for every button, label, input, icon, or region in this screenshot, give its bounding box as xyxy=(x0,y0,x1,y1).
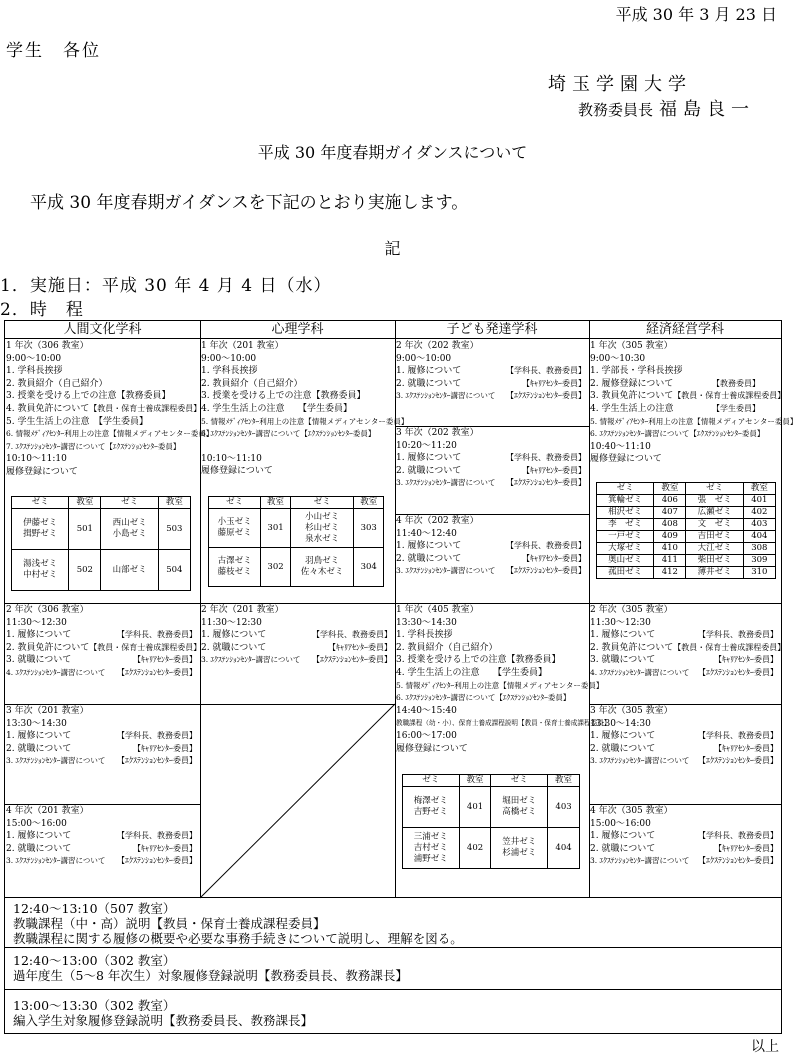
column-header-child: 子ども発達学科 xyxy=(395,321,589,339)
cell-line: 6. ｴｸｽﾃﾝｼｮﾝｾﾝﾀｰ講習について【ｴｸｽﾃﾝｼｮﾝｾﾝﾀｰ委員】 xyxy=(201,429,376,439)
zemi-room: 303 xyxy=(354,509,384,548)
zemi-name: 小山ゼミ 杉山ゼミ 泉水ゼミ xyxy=(290,509,354,548)
cell-line: 15:00～16:00 xyxy=(590,818,651,829)
row-label: 4. 教員免許について xyxy=(6,403,90,414)
row-label: 2. 就職について xyxy=(590,843,656,854)
humanities-y1-line: 10:10～11:10 xyxy=(6,454,67,465)
row-label: 1. 履修について xyxy=(590,831,656,842)
row-committee: 【学科長、教務委員】 xyxy=(117,731,197,741)
zemi-room: 309 xyxy=(743,555,775,567)
row-label: 3. 就職について xyxy=(6,655,72,666)
zemi-name: 三浦ゼミ 吉村ゼミ 浦野ゼミ xyxy=(403,828,460,869)
row-label: 3. ｴｸｽﾃﾝｼｮﾝｾﾝﾀｰ講習について xyxy=(6,756,106,766)
cell-row xyxy=(590,654,780,667)
row-label: 1. 履修について xyxy=(201,630,267,641)
cell-line: 履修登録について xyxy=(201,466,273,477)
child-year4 xyxy=(396,515,588,578)
row-committee: 【ｴｸｽﾃﾝｼｮﾝｾﾝﾀｰ委員】 xyxy=(506,478,586,488)
zemi-name: 一戸ゼミ xyxy=(597,531,654,543)
cell-line: 2 年次（306 教室） xyxy=(6,605,89,615)
cell-row xyxy=(396,390,588,403)
zemi-name: 古澤ゼミ 藤枝ゼミ xyxy=(209,548,261,587)
cell-line: 11:40～12:40 xyxy=(396,528,457,539)
zemi-room: 404 xyxy=(743,531,775,543)
zemi-room: 401 xyxy=(459,787,491,828)
zemi-room: 504 xyxy=(158,550,190,591)
zemi-header-cell: ゼミ xyxy=(686,483,743,495)
row-label: 2. 就職について xyxy=(396,465,462,476)
zemi-room: 403 xyxy=(548,787,580,828)
cell-row xyxy=(590,378,780,391)
row-committee: 【ｷｬﾘｱｾﾝﾀｰ委員】 xyxy=(522,553,586,563)
cell-row xyxy=(590,730,780,743)
humanities-y1-line: 5. 学生生活上の注意 【学生委員】 xyxy=(6,416,148,427)
row-committee: 【ｴｸｽﾃﾝｼｮﾝｾﾝﾀｰ委員】 xyxy=(117,856,197,866)
zemi-room: 310 xyxy=(743,567,775,579)
row-committee: 【ｷｬﾘｱｾﾝﾀｰ委員】 xyxy=(328,642,392,652)
zemi-row xyxy=(597,543,776,555)
zemi-room: 412 xyxy=(654,567,686,579)
row-label: 2. 就職について xyxy=(396,378,462,389)
row-label: 3. ｴｸｽﾃﾝｼｮﾝｾﾝﾀｰ講習について xyxy=(590,756,690,766)
row-committee: 【ｷｬﾘｱｾﾝﾀｰ委員】 xyxy=(133,843,197,853)
row-label: 1. 履修について xyxy=(590,630,656,641)
row-label: 3. 就職について xyxy=(590,655,656,666)
zemi-row xyxy=(12,509,191,550)
humanities-y1-line: 1 年次（306 教室） xyxy=(6,341,89,351)
zemi-header-row xyxy=(209,497,384,509)
schedule-grid xyxy=(4,320,797,898)
cell-line: 10:10～11:10 xyxy=(201,453,262,464)
zemi-room: 410 xyxy=(654,543,686,555)
cell-row xyxy=(590,629,780,642)
zemi-room: 402 xyxy=(459,828,491,869)
zemi-name: 西山ゼミ 小島ゼミ xyxy=(101,509,158,550)
row-label: 2. 就職について xyxy=(6,843,72,854)
cell-line: 6. ｴｸｽﾃﾝｼｮﾝｾﾝﾀｰ講習について【ｴｸｽﾃﾝｼｮﾝｾﾝﾀｰ委員】 xyxy=(590,429,765,439)
row-label: 2. 就職について xyxy=(6,743,72,754)
row-label: 4. ｴｸｽﾃﾝｼｮﾝｾﾝﾀｰ講習について xyxy=(6,667,106,677)
zemi-row xyxy=(209,509,384,548)
economics-year3 xyxy=(590,705,780,768)
cell-row xyxy=(6,730,199,743)
column-header-humanities: 人間文化学科 xyxy=(5,321,200,339)
row-committee: 【ｷｬﾘｱｾﾝﾀｰ委員】 xyxy=(714,743,778,753)
row-committee: 【教員・保育士養成課程委員】 xyxy=(673,391,786,401)
child-year1 xyxy=(396,604,611,755)
row-committee: 【ｴｸｽﾃﾝｼｮﾝｾﾝﾀｰ委員】 xyxy=(506,566,586,576)
zemi-room: 408 xyxy=(654,519,686,531)
common-session-1 xyxy=(4,898,782,948)
zemi-header-cell: 教室 xyxy=(69,497,101,509)
cell-row xyxy=(590,755,780,768)
child-year3 xyxy=(396,427,588,490)
row-label: 3. ｴｸｽﾃﾝｼｮﾝｾﾝﾀｰ講習について xyxy=(396,566,496,576)
cell-line: 2 年次（202 教室） xyxy=(396,341,479,351)
cell-line: 4 年次（305 教室） xyxy=(590,806,673,816)
cell-line: 1 年次（405 教室） xyxy=(396,605,479,615)
session-title: 過年度生（5～8 年次生）対象履修登録説明【教務委員長、教務課長】 xyxy=(13,968,408,983)
row-label: 1. 履修について xyxy=(590,731,656,742)
cell-line: 3 年次（202 教室） xyxy=(396,428,479,438)
row-label: 3. ｴｸｽﾃﾝｼｮﾝｾﾝﾀｰ講習について xyxy=(6,856,106,866)
zemi-room: 302 xyxy=(261,548,291,587)
session-title: 編入学生対象履修登録説明【教務委員長、教務課長】 xyxy=(13,1013,314,1028)
zemi-room: 402 xyxy=(743,507,775,519)
cell-line: 11:30～12:30 xyxy=(590,617,651,628)
cell-line: 11:30～12:30 xyxy=(6,617,67,628)
session-time: 13:00～13:30（302 教室） xyxy=(13,998,176,1013)
cell-line: 履修登録について xyxy=(396,743,468,754)
cell-line: 13:30～14:30 xyxy=(396,617,457,628)
lead-text: 平成 30 年度春期ガイダンスを下記のとおり実施します。 xyxy=(30,193,469,213)
row-committee: 【ｴｸｽﾃﾝｼｮﾝｾﾝﾀｰ委員】 xyxy=(506,391,586,401)
cell-row xyxy=(396,540,588,553)
cell-row xyxy=(396,565,588,578)
cell-line: 11:30～12:30 xyxy=(201,617,262,628)
row-label: 3. ｴｸｽﾃﾝｼｮﾝｾﾝﾀｰ講習について xyxy=(396,391,496,401)
row-committee: 【学科長、教務委員】 xyxy=(506,453,586,463)
row-label: 1. 履修について xyxy=(396,453,462,464)
row-label: 1. 履修について xyxy=(6,731,72,742)
zemi-name: 小玉ゼミ 藤原ゼミ xyxy=(209,509,261,548)
session-time: 12:40～13:00（302 教室） xyxy=(13,953,176,968)
psychology-zemi-table xyxy=(208,496,384,587)
document-title: 平成 30 年度春期ガイダンスについて xyxy=(257,143,528,162)
zemi-header-cell: ゼミ xyxy=(12,497,69,509)
humanities-year4 xyxy=(6,805,199,868)
zemi-row xyxy=(597,531,776,543)
zemi-row xyxy=(403,828,580,869)
cell-line: 5. 情報ﾒﾃﾞｨｱｾﾝﾀｰ利用上の注意【情報メディアセンター委員】 xyxy=(201,416,409,426)
cell-row xyxy=(396,378,588,391)
cell-row xyxy=(6,843,199,856)
cell-line: 13:30～14:30 xyxy=(6,718,67,729)
humanities-y1-line: 7. ｴｸｽﾃﾝｼｮﾝｾﾝﾀｰ講習について【ｴｸｽﾃﾝｼｮﾝｾﾝﾀｰ委員】 xyxy=(6,441,181,451)
zemi-header-cell: 教室 xyxy=(354,497,384,509)
zemi-name: 箕輪ゼミ xyxy=(597,495,654,507)
row-label: 1. 履修について xyxy=(396,366,462,377)
row-label: 3. ｴｸｽﾃﾝｼｮﾝｾﾝﾀｰ講習について xyxy=(201,655,301,665)
cell-line: 10:20～11:20 xyxy=(396,440,457,451)
row-committee: 【学科長、教務委員】 xyxy=(698,731,778,741)
zemi-name: 吉田ゼミ xyxy=(686,531,743,543)
cell-line: 2 年次（201 教室） xyxy=(201,605,284,615)
row-committee: 【ｷｬﾘｱｾﾝﾀｰ委員】 xyxy=(714,843,778,853)
zemi-header-cell: 教室 xyxy=(261,497,291,509)
row-label: 1. 履修について xyxy=(6,630,72,641)
child-zemi-table xyxy=(402,774,580,869)
cell-line: 16:00～17:00 xyxy=(396,730,457,741)
row-label: 3. ｴｸｽﾃﾝｼｮﾝｾﾝﾀｰ講習について xyxy=(590,856,690,866)
cell-line: 3. 授業を受ける上での注意【教務委員】 xyxy=(201,391,366,402)
zemi-name: 文 ゼミ xyxy=(686,519,743,531)
cell-line: 13:30～14:30 xyxy=(590,718,651,729)
row-label: 2. 教員免許について xyxy=(6,642,90,653)
zemi-header-cell: ゼミ xyxy=(101,497,158,509)
item-schedule: 2．時 程 xyxy=(0,300,84,320)
humanities-y1-line: 3. 授業を受ける上での注意【教務委員】 xyxy=(6,391,171,402)
cell-row xyxy=(6,642,202,655)
psychology-year2 xyxy=(201,604,394,667)
cell-row xyxy=(590,843,780,856)
row-committee: 【学科長、教務委員】 xyxy=(698,831,778,841)
cell-row xyxy=(396,365,588,378)
zemi-header-cell: ゼミ xyxy=(403,775,460,787)
column-header-economics: 経済経営学科 xyxy=(589,321,781,339)
cell-row xyxy=(6,755,199,768)
ki-mark: 記 xyxy=(384,239,401,258)
cell-row xyxy=(6,667,199,680)
row-label: 2. 就職について xyxy=(201,642,267,653)
cell-line: 3. 授業を受ける上での注意【教務委員】 xyxy=(396,655,561,666)
zemi-header-row xyxy=(597,483,776,495)
row-committee: 【ｴｸｽﾃﾝｼｮﾝｾﾝﾀｰ委員】 xyxy=(698,667,778,677)
cell-line: 3 年次（305 教室） xyxy=(590,706,673,716)
session-note: 教職課程に関する履修の概要や必要な事務手続きについて説明し、理解を図る。 xyxy=(13,931,463,946)
cell-line: 4 年次（201 教室） xyxy=(6,806,89,816)
zemi-room: 304 xyxy=(354,548,384,587)
row-committee: 【ｴｸｽﾃﾝｼｮﾝｾﾝﾀｰ委員】 xyxy=(698,756,778,766)
closing-mark: 以上 xyxy=(751,1039,779,1055)
common-session-3 xyxy=(4,990,782,1034)
zemi-name: 大江ゼミ xyxy=(686,543,743,555)
cell-row xyxy=(396,477,588,490)
zemi-header-cell: 教室 xyxy=(654,483,686,495)
zemi-name: 相沢ゼミ xyxy=(597,507,654,519)
row-committee: 【ｴｸｽﾃﾝｼｮﾝｾﾝﾀｰ委員】 xyxy=(312,655,392,665)
humanities-y1-line: 履修登録について xyxy=(6,466,78,477)
cell-row xyxy=(201,654,394,667)
zemi-name: 山部ゼミ xyxy=(101,550,158,591)
cell-line: 2 年次（305 教室） xyxy=(590,605,673,615)
zemi-header-cell: 教室 xyxy=(158,497,190,509)
row-committee: 【教務委員】 xyxy=(712,378,760,388)
humanities-year2 xyxy=(6,604,202,680)
cell-line: 2. 教員紹介（自己紹介） xyxy=(396,642,498,653)
row-label: 1. 履修について xyxy=(396,541,462,552)
cell-row xyxy=(590,667,780,680)
row-committee: 【学科長、教務委員】 xyxy=(312,630,392,640)
zemi-header-cell: 教室 xyxy=(459,775,491,787)
zemi-header-cell: 教室 xyxy=(548,775,580,787)
zemi-name: 菰田ゼミ xyxy=(597,567,654,579)
cell-row xyxy=(6,855,199,868)
child-year2 xyxy=(396,340,588,403)
zemi-name: 羽鳥ゼミ 佐々木ゼミ xyxy=(290,548,354,587)
row-committee: 【ｴｸｽﾃﾝｼｮﾝｾﾝﾀｰ委員】 xyxy=(117,667,197,677)
cell-row xyxy=(590,855,780,868)
session-title: 教職課程（中・高）説明【教員・保育士養成課程委員】 xyxy=(13,916,326,931)
zemi-name: 湯浅ゼミ 中村ゼミ xyxy=(12,550,69,591)
economics-year1 xyxy=(590,340,797,466)
zemi-header-row xyxy=(12,497,191,509)
common-session-2 xyxy=(4,948,782,990)
cell-line: 15:00～16:00 xyxy=(6,818,67,829)
zemi-room: 409 xyxy=(654,531,686,543)
cell-line: 5. 情報ﾒﾃﾞｨｱｾﾝﾀｰ利用上の注意【情報メディアセンター委員】 xyxy=(590,416,797,426)
cell-line: 1 年次（305 教室） xyxy=(590,341,673,351)
row-label: 2. 就職について xyxy=(396,553,462,564)
university-name: 埼玉学園大学 xyxy=(548,74,692,95)
zemi-header-cell: ゼミ xyxy=(491,775,548,787)
zemi-room: 403 xyxy=(743,519,775,531)
humanities-year3 xyxy=(6,705,199,768)
row-committee: 【教員・保育士養成課程委員】 xyxy=(673,642,786,652)
row-label: 2. 履修登録について xyxy=(590,378,674,389)
zemi-header-row xyxy=(403,775,580,787)
issue-date: 平成 30 年 3 月 23 日 xyxy=(615,5,777,24)
cell-line: 4 年次（202 教室） xyxy=(396,516,479,526)
zemi-name: 張 ゼミ xyxy=(686,495,743,507)
row-committee: 【ｴｸｽﾃﾝｼｮﾝｾﾝﾀｰ委員】 xyxy=(117,756,197,766)
zemi-header-cell: ゼミ xyxy=(597,483,654,495)
sender xyxy=(578,95,755,121)
cell-row xyxy=(590,390,786,403)
economics-year4 xyxy=(590,805,780,868)
humanities-zemi-table xyxy=(11,496,191,591)
row-committee: 【学科長、教務委員】 xyxy=(117,630,197,640)
zemi-row xyxy=(12,550,191,591)
row-label: 4. ｴｸｽﾃﾝｼｮﾝｾﾝﾀｰ講習について xyxy=(590,667,690,677)
cell-line: 10:40～11:10 xyxy=(590,441,651,452)
zemi-room: 401 xyxy=(743,495,775,507)
zemi-room: 503 xyxy=(158,509,190,550)
zemi-name: 薄井ゼミ xyxy=(686,567,743,579)
humanities-y1-line: 6. 情報ﾒﾃﾞｨｱｾﾝﾀｰ利用上の注意【情報メディアセンター委員】 xyxy=(6,429,214,439)
zemi-row xyxy=(597,495,776,507)
cell-line: 1. 学部長・学科長挨拶 xyxy=(590,366,683,377)
session-time: 12:40～13:10（507 教室） xyxy=(13,901,176,916)
zemi-row xyxy=(597,567,776,579)
cell-row xyxy=(590,403,780,416)
cell-row xyxy=(6,830,199,843)
cell-line: 9:00～10:30 xyxy=(590,353,646,364)
sender-role: 教務委員長 xyxy=(578,101,654,119)
cell-line: 1. 学科長挨拶 xyxy=(201,366,258,377)
cell-line: 3 年次（201 教室） xyxy=(6,706,89,716)
zemi-name: 奥山ゼミ xyxy=(597,555,654,567)
row-committee: 【教員・保育士養成課程委員】 xyxy=(89,642,202,652)
cell-line: 1. 学科長挨拶 xyxy=(396,630,453,641)
row-committee: 【教員・保育士養成課程委員】 xyxy=(89,403,202,413)
cell-row xyxy=(590,830,780,843)
humanities-year1 xyxy=(6,340,214,479)
row-committee: 【ｷｬﾘｱｾﾝﾀｰ委員】 xyxy=(133,743,197,753)
zemi-room: 501 xyxy=(69,509,101,550)
humanities-y1-line: 2. 教員紹介（自己紹介） xyxy=(6,378,108,389)
cell-row xyxy=(396,452,588,465)
addressee: 学生 各位 xyxy=(6,41,101,61)
cell-row xyxy=(396,553,588,566)
cell-row xyxy=(590,743,780,756)
row-label: 2. 就職について xyxy=(590,743,656,754)
zemi-row xyxy=(597,507,776,519)
zemi-header-cell: ゼミ xyxy=(209,497,261,509)
zemi-header-cell: ゼミ xyxy=(290,497,354,509)
row-committee: 【ｷｬﾘｱｾﾝﾀｰ委員】 xyxy=(133,655,197,665)
zemi-name: 李 ゼミ xyxy=(597,519,654,531)
zemi-name: 大塚ゼミ xyxy=(597,543,654,555)
zemi-name: 広瀬ゼミ xyxy=(686,507,743,519)
cell-line: 2. 教員紹介（自己紹介） xyxy=(201,378,303,389)
row-committee: 【ｷｬﾘｱｾﾝﾀｰ委員】 xyxy=(714,655,778,665)
row-committee: 【ｴｸｽﾃﾝｼｮﾝｾﾝﾀｰ委員】 xyxy=(698,856,778,866)
row-committee: 【学生委員】 xyxy=(712,403,760,413)
row-label: 2. 教員免許について xyxy=(590,642,674,653)
zemi-room: 407 xyxy=(654,507,686,519)
zemi-name: 伊藤ゼミ 揖野ゼミ xyxy=(12,509,69,550)
row-committee: 【学科長、教務委員】 xyxy=(117,831,197,841)
row-committee: 【学科長、教務委員】 xyxy=(506,366,586,376)
cell-line: 4. 学生生活上の注意 【学生委員】 xyxy=(201,403,352,414)
zemi-room: 411 xyxy=(654,555,686,567)
zemi-row xyxy=(209,548,384,587)
cell-line: 教職課程（幼・小）、保育士養成課程説明【教員・保育士養成課程委員】 xyxy=(396,719,611,728)
cell-row xyxy=(201,629,394,642)
cell-row xyxy=(6,654,199,667)
zemi-name: 堀田ゼミ 高橋ゼミ xyxy=(491,787,548,828)
cell-line: 9:00～10:00 xyxy=(201,353,257,364)
zemi-room: 301 xyxy=(261,509,291,548)
cell-line: 履修登録について xyxy=(590,454,662,465)
zemi-name: 柴田ゼミ xyxy=(686,555,743,567)
row-committee: 【学科長、教務委員】 xyxy=(698,630,778,640)
column-header-psychology: 心理学科 xyxy=(200,321,395,339)
zemi-room: 502 xyxy=(69,550,101,591)
cell-line: 9:00～10:00 xyxy=(396,353,452,364)
zemi-room: 406 xyxy=(654,495,686,507)
cell-line: 1 年次（201 教室） xyxy=(201,341,284,351)
economics-year2 xyxy=(590,604,786,680)
cell-row xyxy=(6,629,199,642)
row-label: 3. 教員免許について xyxy=(590,391,674,402)
row-committee: 【学科長、教務委員】 xyxy=(506,541,586,551)
zemi-name: 梅澤ゼミ 吉野ゼミ xyxy=(403,787,460,828)
zemi-row xyxy=(403,787,580,828)
cell-line: 4. 学生生活上の注意 【学生委員】 xyxy=(396,667,547,678)
zemi-room: 404 xyxy=(548,828,580,869)
humanities-y1-row xyxy=(6,403,202,416)
cell-row xyxy=(201,642,394,655)
empty-cell-diagonal xyxy=(200,704,395,899)
zemi-room: 308 xyxy=(743,543,775,555)
zemi-row xyxy=(597,555,776,567)
item-date: 1．実施日：平成 30 年 4 月 4 日（水） xyxy=(0,276,332,296)
row-label: 3. ｴｸｽﾃﾝｼｮﾝｾﾝﾀｰ講習について xyxy=(396,478,496,488)
cell-row xyxy=(396,465,588,478)
sender-name: 福島良一 xyxy=(659,99,756,120)
humanities-y1-line: 1. 学科長挨拶 xyxy=(6,366,63,377)
zemi-row xyxy=(597,519,776,531)
economics-zemi-table xyxy=(596,482,776,579)
humanities-y1-line: 9:00～10:00 xyxy=(6,353,62,364)
cell-line: 14:40～15:40 xyxy=(396,705,457,716)
row-label: 4. 学生生活上の注意 xyxy=(590,403,674,414)
row-label: 1. 履修について xyxy=(6,831,72,842)
cell-row xyxy=(590,642,786,655)
zemi-name: 笠井ゼミ 杉浦ゼミ xyxy=(491,828,548,869)
row-committee: 【ｷｬﾘｱｾﾝﾀｰ委員】 xyxy=(522,378,586,388)
row-committee: 【ｷｬﾘｱｾﾝﾀｰ委員】 xyxy=(522,465,586,475)
cell-row xyxy=(6,743,199,756)
psychology-year1 xyxy=(201,340,409,478)
cell-line: 6. ｴｸｽﾃﾝｼｮﾝｾﾝﾀｰ講習について【ｴｸｽﾃﾝｼｮﾝｾﾝﾀｰ委員】 xyxy=(396,693,571,703)
cell-line: 5. 情報ﾒﾃﾞｨｱｾﾝﾀｰ利用上の注意【情報メディアセンター委員】 xyxy=(396,680,604,690)
zemi-header-cell: 教室 xyxy=(743,483,775,495)
